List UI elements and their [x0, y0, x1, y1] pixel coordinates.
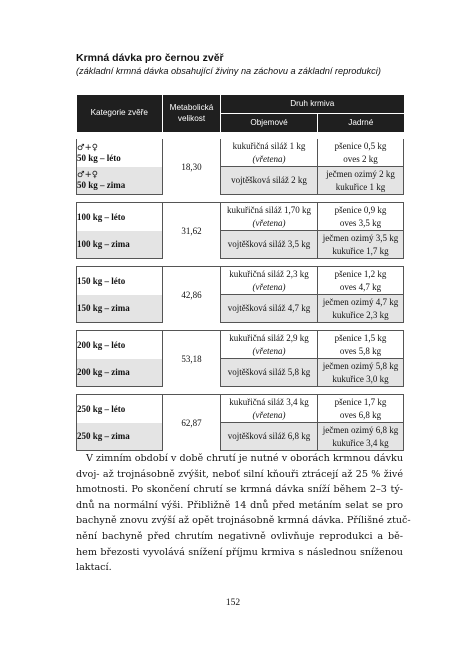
summer-concentrate-cell	[318, 139, 404, 167]
winter-concentrate-cell	[318, 167, 404, 195]
paragraph-line: hmotnosti. Po skončení chrutí se krmná dávka sníží během 2–3 tý-	[76, 484, 403, 496]
winter-concentrate-line-2: kukuřice 2,3 kg	[332, 309, 389, 320]
category-winter-cell	[77, 231, 163, 259]
table-row	[77, 139, 404, 167]
summer-concentrate-cell	[318, 395, 404, 423]
category-winter-cell	[77, 295, 163, 323]
summer-bulk-cell	[221, 267, 318, 295]
summer-bulk-note: (vřetena)	[252, 153, 286, 164]
summer-bulk-line: kukuřičná siláž 3,4 kg	[229, 397, 309, 408]
header-bulk-feed: Objemové	[221, 114, 318, 133]
feed-ration-table	[76, 95, 404, 451]
summer-bulk-cell	[221, 331, 318, 359]
row-gap	[77, 323, 404, 331]
sex-symbol: ♂+♀	[77, 170, 98, 181]
summer-bulk-line: kukuřičná siláž 2,3 kg	[229, 269, 309, 280]
category-winter-label: 250 kg – zima	[77, 431, 130, 442]
summer-bulk-note: (vřetena)	[252, 345, 286, 356]
winter-bulk-line: vojtěšková siláž 3,5 kg	[227, 239, 311, 250]
table-row	[77, 359, 404, 387]
winter-bulk-line: vojtěšková siláž 2 kg	[231, 175, 307, 186]
category-summer-label: 150 kg – léto	[77, 275, 126, 286]
winter-bulk-cell	[221, 295, 318, 323]
category-summer-cell	[77, 395, 163, 423]
summer-bulk-note: (vřetena)	[252, 281, 286, 292]
summer-concentrate-line-2: oves 6,8 kg	[339, 409, 382, 420]
metabolic-size-value: 31,62	[163, 203, 221, 259]
winter-concentrate-cell	[318, 423, 404, 451]
summer-concentrate-line-1: pšenice 1,5 kg	[334, 333, 387, 344]
summer-concentrate-line-1: pšenice 0,5 kg	[334, 141, 387, 152]
table-row	[77, 167, 404, 195]
table-row	[77, 267, 404, 295]
category-winter-label: 200 kg – zima	[77, 367, 130, 378]
category-summer-cell	[77, 267, 163, 295]
paragraph-line: dnů na normální výši. Přibližně 14 dnů před metáním selat se pro	[76, 499, 403, 511]
category-summer-label: 200 kg – léto	[77, 339, 126, 350]
summer-bulk-note: (vřetena)	[252, 217, 286, 228]
table-row	[77, 395, 404, 423]
category-summer-label: 50 kg – léto	[77, 152, 121, 163]
metabolic-size-value: 42,86	[163, 267, 221, 323]
paragraph-line: bachyně znovu zvýší až opět trojnásobně krmná dávka. Přílišné ztuč-	[76, 515, 411, 527]
winter-bulk-cell	[221, 359, 318, 387]
winter-bulk-line: vojtěšková siláž 5,8 kg	[227, 367, 311, 378]
winter-concentrate-line-1: ječmen ozimý 5,8 kg	[322, 361, 399, 372]
winter-bulk-line: vojtěšková siláž 4,7 kg	[227, 303, 311, 314]
paragraph-line: V zimním období v době chrutí je nutné v oborách krmnou dávku	[86, 453, 403, 464]
table-row	[77, 423, 404, 451]
summer-concentrate-line-1: pšenice 1,2 kg	[334, 269, 387, 280]
table-row	[77, 231, 404, 259]
category-winter-label: 100 kg – zima	[77, 239, 130, 250]
summer-bulk-cell	[221, 139, 318, 167]
winter-concentrate-line-1: ječmen ozimý 3,5 kg	[322, 233, 399, 244]
category-winter-cell	[77, 167, 163, 195]
row-gap	[77, 132, 404, 139]
row-gap	[77, 259, 404, 267]
summer-concentrate-line-1: pšenice 0,9 kg	[334, 205, 387, 216]
sex-symbol: ♂+♀	[77, 142, 98, 153]
winter-bulk-cell	[221, 167, 318, 195]
category-summer-label: 100 kg – léto	[77, 211, 126, 222]
summer-bulk-line: kukuřičná siláž 1 kg	[232, 141, 306, 152]
summer-concentrate-line-2: oves 2 kg	[343, 153, 378, 164]
winter-concentrate-line-2: kukuřice 3,4 kg	[332, 437, 389, 448]
summer-concentrate-line-2: oves 4,7 kg	[339, 281, 382, 292]
category-winter-cell	[77, 359, 163, 387]
summer-bulk-line: kukuřičná siláž 1,70 kg	[227, 205, 311, 216]
summer-concentrate-cell	[318, 267, 404, 295]
summer-concentrate-cell	[318, 203, 404, 231]
winter-bulk-cell	[221, 423, 318, 451]
summer-bulk-line: kukuřičná siláž 2,9 kg	[229, 333, 309, 344]
row-gap	[77, 387, 404, 395]
category-summer-cell	[77, 203, 163, 231]
paragraph-line: dvoj- až trojnásobně zvýšit, neboť silní kňouři ztrácejí až 25 % živé	[76, 468, 403, 480]
winter-bulk-cell	[221, 231, 318, 259]
winter-concentrate-line-1: ječmen ozimý 6,8 kg	[322, 425, 399, 436]
metabolic-size-value: 53,18	[163, 331, 221, 387]
winter-concentrate-cell	[318, 295, 404, 323]
summer-concentrate-line-1: pšenice 1,7 kg	[334, 397, 387, 408]
summer-bulk-cell	[221, 395, 318, 423]
body-paragraph	[76, 451, 411, 576]
table-title: Krmná dávka pro černou zvěř	[76, 52, 224, 64]
paragraph-line: hem březosti vyvolává snížení příjmu krmiva s následnou sníženou	[76, 546, 403, 558]
table-row	[77, 203, 404, 231]
summer-bulk-cell	[221, 203, 318, 231]
category-summer-cell	[77, 331, 163, 359]
category-winter-label: 50 kg – zima	[77, 180, 126, 191]
summer-concentrate-cell	[318, 331, 404, 359]
category-summer-cell	[77, 139, 163, 167]
winter-concentrate-cell	[318, 231, 404, 259]
paragraph-line: laktací.	[76, 562, 112, 574]
table-row	[77, 295, 404, 323]
category-winter-cell	[77, 423, 163, 451]
header-metabolic-size: Metabolická velikost	[163, 95, 221, 132]
summer-concentrate-line-2: oves 3,5 kg	[339, 217, 382, 228]
table-body	[77, 132, 404, 451]
paragraph-line: nění bachyně před chrutím negativně ovlivňuje reprodukci a bě-	[76, 530, 403, 542]
table-row	[77, 331, 404, 359]
winter-concentrate-line-1: ječmen ozimý 4,7 kg	[322, 297, 399, 308]
row-gap	[77, 195, 404, 203]
winter-concentrate-line-2: kukuřice 1 kg	[335, 181, 386, 192]
page-number: 152	[225, 598, 241, 608]
winter-bulk-line: vojtěšková siláž 6,8 kg	[227, 431, 311, 442]
header-concentrate-feed: Jadrné	[318, 114, 404, 133]
winter-concentrate-line-2: kukuřice 1,7 kg	[332, 245, 389, 256]
table-subtitle: (základní krmná dávka obsahující živiny na záchovu a základní reprodukci)	[76, 66, 381, 76]
category-summer-label: 250 kg – léto	[77, 403, 126, 414]
summer-bulk-note: (vřetena)	[252, 409, 286, 420]
winter-concentrate-line-1: ječmen ozimý 2 kg	[326, 169, 395, 180]
category-winter-label: 150 kg – zima	[77, 303, 130, 314]
header-category: Kategorie zvěře	[77, 95, 163, 132]
metabolic-size-value: 18,30	[163, 139, 221, 195]
winter-concentrate-line-2: kukuřice 3,0 kg	[332, 373, 389, 384]
winter-concentrate-cell	[318, 359, 404, 387]
metabolic-size-value: 62,87	[163, 395, 221, 451]
header-feed-type: Druh krmiva	[221, 95, 404, 114]
summer-concentrate-line-2: oves 5,8 kg	[339, 345, 382, 356]
